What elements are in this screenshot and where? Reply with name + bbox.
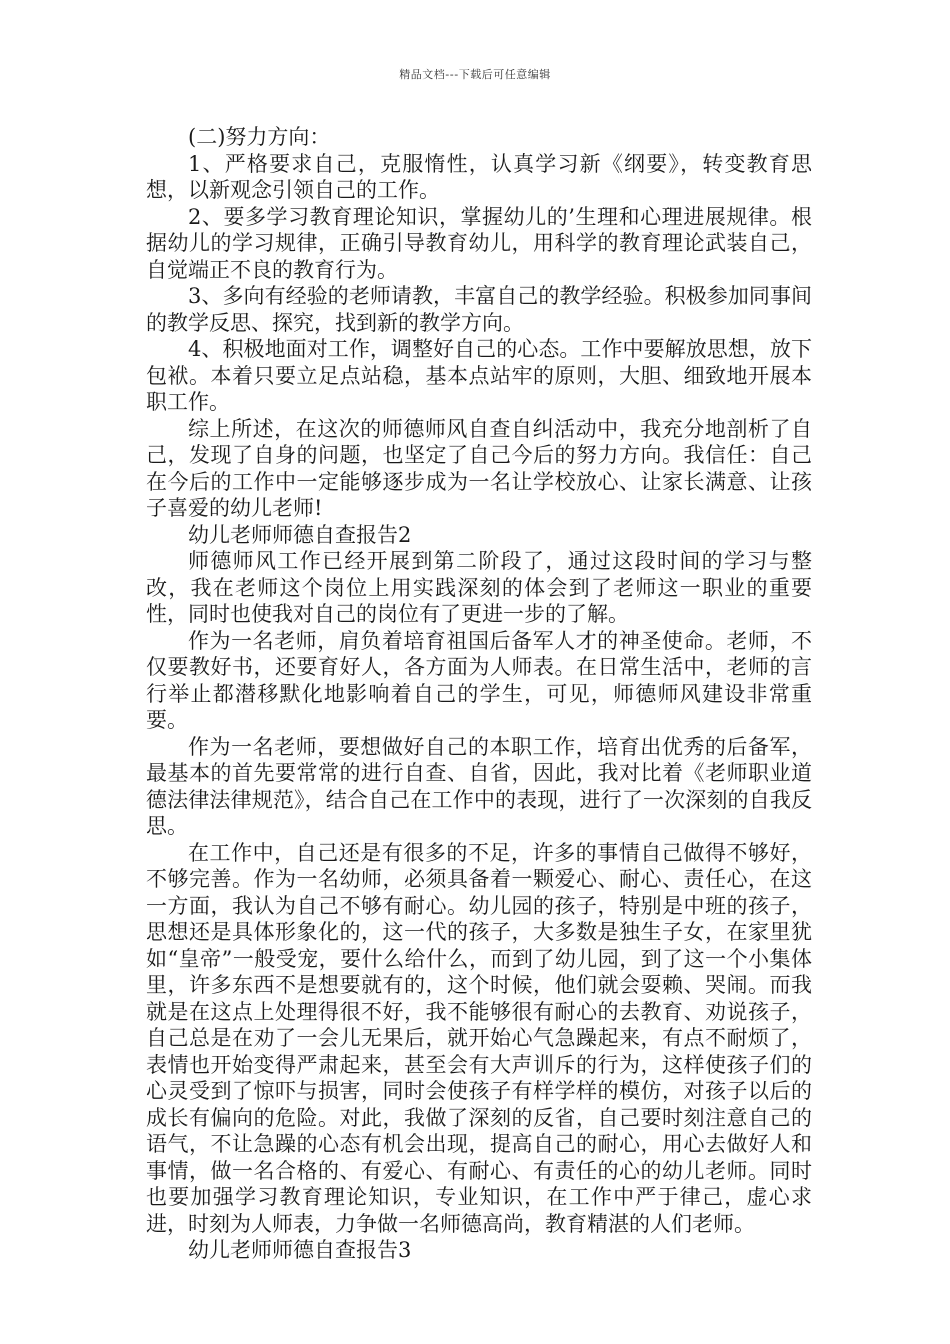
document-body bbox=[146, 124, 812, 1264]
paragraph: 综上所述，在这次的师德师风自查自纠活动中，我充分地剖析了自己，发现了自身的问题，也坚定了自己今后的努力方向。我信任：自己在今后的工作中一定能够逐步成为一名让学校放心、让家长满意、让孩子喜爱的幼儿老师! bbox=[146, 416, 812, 520]
paragraph: 2、要多学习教育理论知识，掌握幼儿的’生理和心理进展规律。根据幼儿的学习规律，正确引导教育幼儿，用科学的教育理论武装自己，自觉端正不良的教育行为。 bbox=[146, 204, 812, 282]
paragraph: 师德师风工作已经开展到第二阶段了，通过这段时间的学习与整改，我在老师这个岗位上用实践深刻的体会到了老师这一职业的重要性，同时也使我对自己的岗位有了更进一步的了解。 bbox=[146, 549, 812, 626]
paragraph: 3、多向有经验的老师请教，丰富自己的教学经验。积极参加同事间的教学反思、探究，找到新的教学方向。 bbox=[146, 284, 812, 335]
report-title: 幼儿老师师德自查报告2 bbox=[188, 522, 412, 547]
report-title: 幼儿老师师德自查报告3 bbox=[188, 1238, 412, 1262]
paragraph: 作为一名老师，要想做好自己的本职工作，培育出优秀的后备军，最基本的首先要常常的进行自查、自省，因此，我对比着《老师职业道德法律法律规范》，结合自己在工作中的表现，进行了一次深刻的自我反思。 bbox=[146, 734, 812, 838]
page-header: 精品文档---下载后可任意编辑 bbox=[399, 68, 551, 81]
paragraph: 1、严格要求自己，克服惰性，认真学习新《纲要》，转变教育思想，以新观念引领自己的工作。 bbox=[146, 151, 812, 202]
paragraph: 4、积极地面对工作，调整好自己的心态。工作中要解放思想，放下包袱。本着只要立足点站稳，基本点站牢的原则，大胆、细致地开展本职工作。 bbox=[146, 337, 812, 414]
paragraph: 作为一名老师，肩负着培育祖国后备军人才的神圣使命。老师，不仅要教好书，还要育好人，各方面为人师表。在日常生活中，老师的言行举止都潜移默化地影响着自己的学生，可见，师德师风建设非常重要。 bbox=[146, 628, 812, 732]
paragraph: 在工作中，自己还是有很多的不足，许多的事情自己做得不够好，不够完善。作为一名幼师，必须具备着一颗爱心、耐心、责任心，在这一方面，我认为自己不够有耐心。幼儿园的孩子，特别是中班的孩子，思想还是具体形象化的，这一代的孩子，大多数是独生子女，在家里犹如“皇帝”一般受宠，要什么给什么，而到了幼儿园，到了这一个小集体里，许多东西不是想要就有的，这个时候，他们就会耍赖、哭闹。而我就是在这点上处理得很不好，我不能够很有耐心的去教育、劝说孩子，自己总是在劝了一会儿无果后，就开始心气急躁起来，有点不耐烦了，表情也开始变得严肃起来，甚至会有大声训斥的行为，这样使孩子们的心灵受到了惊吓与损害，同时会使孩子有样学样的模仿，对孩子以后的成长有偏向的危险。对此，我做了深刻的反省，自己要时刻注意自己的语气，不让急躁的心态有机会出现，提高自己的耐心，用心去做好人和事情，做一名合格的、有爱心、有耐心、有责任的心的幼儿老师。同时也要加强学习教育理论知识，专业知识，在工作中严于律己，虚心求进，时刻为人师表，力争做一名师德高尚，教育精湛的人们老师。 bbox=[146, 840, 812, 1236]
section-heading: (二)努力方向： bbox=[188, 125, 331, 149]
